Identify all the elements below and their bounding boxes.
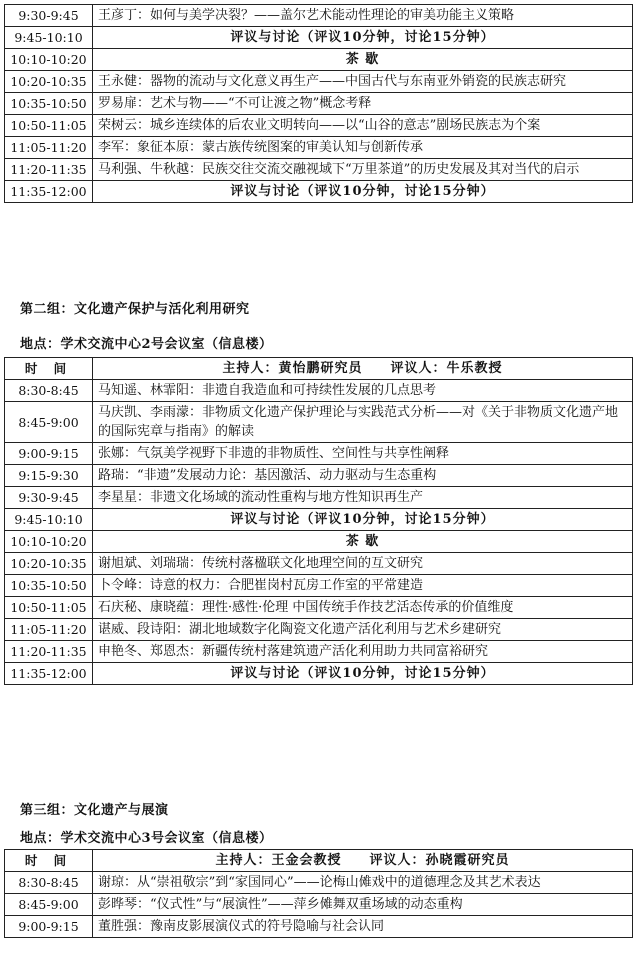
talk-title: 李星星：非遗文化场域的流动性重构与地方性知识再生产 <box>93 487 633 509</box>
table-row: 9:00-9:15 董胜强：豫南皮影展演仪式的符号隐喻与社会认同 <box>5 916 633 938</box>
tea-break-cell: 茶 歇 <box>93 49 633 71</box>
discussion-cell: 评议与讨论（评议10分钟，讨论15分钟） <box>93 27 633 49</box>
group3-title: 第三组：文化遗产与展演 <box>20 803 169 818</box>
talk-title: 谢琼：从“崇祖敬宗”到“家国同心”——论梅山傩戏中的道德理念及其艺术表达 <box>93 872 633 894</box>
table-row: 10:50-11:05 石庆秘、康晓蕴：理性·感性·伦理 中国传统手作技艺活态传承的价值维度 <box>5 597 633 619</box>
reviewer-label: 评议人：牛乐教授 <box>390 361 503 376</box>
host-label: 主持人：黄怡鹏研究员 <box>222 361 363 376</box>
host-label: 主持人：王金会教授 <box>215 853 342 868</box>
talk-title: 石庆秘、康晓蕴：理性·感性·伦理 中国传统手作技艺活态传承的价值维度 <box>93 597 633 619</box>
table-row: 10:35-10:50 罗易扉：艺术与物——“不可让渡之物”概念考释 <box>5 93 633 115</box>
table-row: 11:35-12:00 评议与讨论（评议10分钟，讨论15分钟） <box>5 181 633 203</box>
table-row: 11:20-11:35 申艳冬、郑恩杰：新疆传统村落建筑遗产活化利用助力共同富裕研究 <box>5 641 633 663</box>
table-header-row <box>5 358 633 380</box>
table-row: 9:15-9:30 路瑞：“非遗”发展动力论：基因激活、动力驱动与生态重构 <box>5 465 633 487</box>
talk-title: 路瑞：“非遗”发展动力论：基因激活、动力驱动与生态重构 <box>93 465 633 487</box>
talk-title: 卜令峰：诗意的权力：合肥崔岗村瓦房工作室的平常建造 <box>93 575 633 597</box>
group3-location: 地点：学术交流中心3号会议室（信息楼） <box>20 831 273 846</box>
table-header-row <box>5 850 633 872</box>
table-row: 8:45-9:00 马庆凯、李雨濛：非物质文化遗产保护理论与实践范式分析——对《关于非物质文化遗产地的国际宪章与指南》的解读 <box>5 402 633 443</box>
reviewer-label: 评议人：孙晓霞研究员 <box>369 853 510 868</box>
group2-location: 地点：学术交流中心2号会议室（信息楼） <box>20 337 273 352</box>
table-row: 10:10-10:20 茶 歇 <box>5 49 633 71</box>
talk-title: 申艳冬、郑恩杰：新疆传统村落建筑遗产活化利用助力共同富裕研究 <box>93 641 633 663</box>
group2-title: 第二组：文化遗产保护与活化利用研究 <box>20 302 250 317</box>
table-row: 11:05-11:20 谌威、段诗阳：湖北地域数字化陶瓷文化遗产活化利用与艺术乡建研究 <box>5 619 633 641</box>
table-row: 8:30-8:45 谢琼：从“崇祖敬宗”到“家国同心”——论梅山傩戏中的道德理念及其艺术表达 <box>5 872 633 894</box>
talk-title: 马知遥、林霏阳：非遗自我造血和可持续性发展的几点思考 <box>93 380 633 402</box>
talk-title: 谌威、段诗阳：湖北地域数字化陶瓷文化遗产活化利用与艺术乡建研究 <box>93 619 633 641</box>
talk-title: 董胜强：豫南皮影展演仪式的符号隐喻与社会认同 <box>93 916 633 938</box>
table-row: 10:35-10:50 卜令峰：诗意的权力：合肥崔岗村瓦房工作室的平常建造 <box>5 575 633 597</box>
talk-title: 谢旭斌、刘瑞瑞：传统村落楹联文化地理空间的互文研究 <box>93 553 633 575</box>
table-row: 9:30-9:45 李星星：非遗文化场域的流动性重构与地方性知识再生产 <box>5 487 633 509</box>
talk-title: 张娜：气氛美学视野下非遗的非物质性、空间性与共享性阐释 <box>93 443 633 465</box>
table-row: 9:45-10:10 评议与讨论（评议10分钟，讨论15分钟） <box>5 27 633 49</box>
table-row: 10:10-10:20 茶 歇 <box>5 531 633 553</box>
table-row: 9:00-9:15 张娜：气氛美学视野下非遗的非物质性、空间性与共享性阐释 <box>5 443 633 465</box>
table-row: 8:30-8:45 马知遥、林霏阳：非遗自我造血和可持续性发展的几点思考 <box>5 380 633 402</box>
talk-title: 彭晔琴：“仪式性”与“展演性”——萍乡傩舞双重场域的动态重构 <box>93 894 633 916</box>
time-column-header: 时 间 <box>5 358 93 380</box>
table-row: 10:50-11:05 荣树云：城乡连续体的后农业文明转向——以“山谷的意志”剧场民族志为个案 <box>5 115 633 137</box>
discussion-cell: 评议与讨论（评议10分钟，讨论15分钟） <box>93 663 633 685</box>
talk-title: 荣树云：城乡连续体的后农业文明转向——以“山谷的意志”剧场民族志为个案 <box>93 115 633 137</box>
group1-schedule-table <box>4 4 633 203</box>
group2-schedule-table <box>4 357 633 685</box>
talk-title: 马利强、牛秋越：民族交往交流交融视域下“万里茶道”的历史发展及其对当代的启示 <box>93 159 633 181</box>
talk-title: 王永健：器物的流动与文化意义再生产——中国古代与东南亚外销瓷的民族志研究 <box>93 71 633 93</box>
table-row: 10:20-10:35 谢旭斌、刘瑞瑞：传统村落楹联文化地理空间的互文研究 <box>5 553 633 575</box>
group3-schedule-table <box>4 849 633 938</box>
table-row: 11:05-11:20 李军：象征本原：蒙古族传统图案的审美认知与创新传承 <box>5 137 633 159</box>
tea-break-cell: 茶 歇 <box>93 531 633 553</box>
table-row: 11:20-11:35 马利强、牛秋越：民族交往交流交融视域下“万里茶道”的历史发展及其对当代的启示 <box>5 159 633 181</box>
table-row: 9:45-10:10 评议与讨论（评议10分钟，讨论15分钟） <box>5 509 633 531</box>
table-row: 8:45-9:00 彭晔琴：“仪式性”与“展演性”——萍乡傩舞双重场域的动态重构 <box>5 894 633 916</box>
talk-title: 马庆凯、李雨濛：非物质文化遗产保护理论与实践范式分析——对《关于非物质文化遗产地的国际宪章与指南》的解读 <box>93 402 633 443</box>
talk-title: 李军：象征本原：蒙古族传统图案的审美认知与创新传承 <box>93 137 633 159</box>
table-row: 9:30-9:45 王彦丁：如何与美学决裂？——盖尔艺术能动性理论的审美功能主义策略 <box>5 5 633 27</box>
table-row: 11:35-12:00 评议与讨论（评议10分钟，讨论15分钟） <box>5 663 633 685</box>
talk-title: 罗易扉：艺术与物——“不可让渡之物”概念考释 <box>93 93 633 115</box>
time-column-header: 时 间 <box>5 850 93 872</box>
discussion-cell: 评议与讨论（评议10分钟，讨论15分钟） <box>93 509 633 531</box>
talk-title: 王彦丁：如何与美学决裂？——盖尔艺术能动性理论的审美功能主义策略 <box>93 5 633 27</box>
discussion-cell: 评议与讨论（评议10分钟，讨论15分钟） <box>93 181 633 203</box>
table-row: 10:20-10:35 王永健：器物的流动与文化意义再生产——中国古代与东南亚外销瓷的民族志研究 <box>5 71 633 93</box>
